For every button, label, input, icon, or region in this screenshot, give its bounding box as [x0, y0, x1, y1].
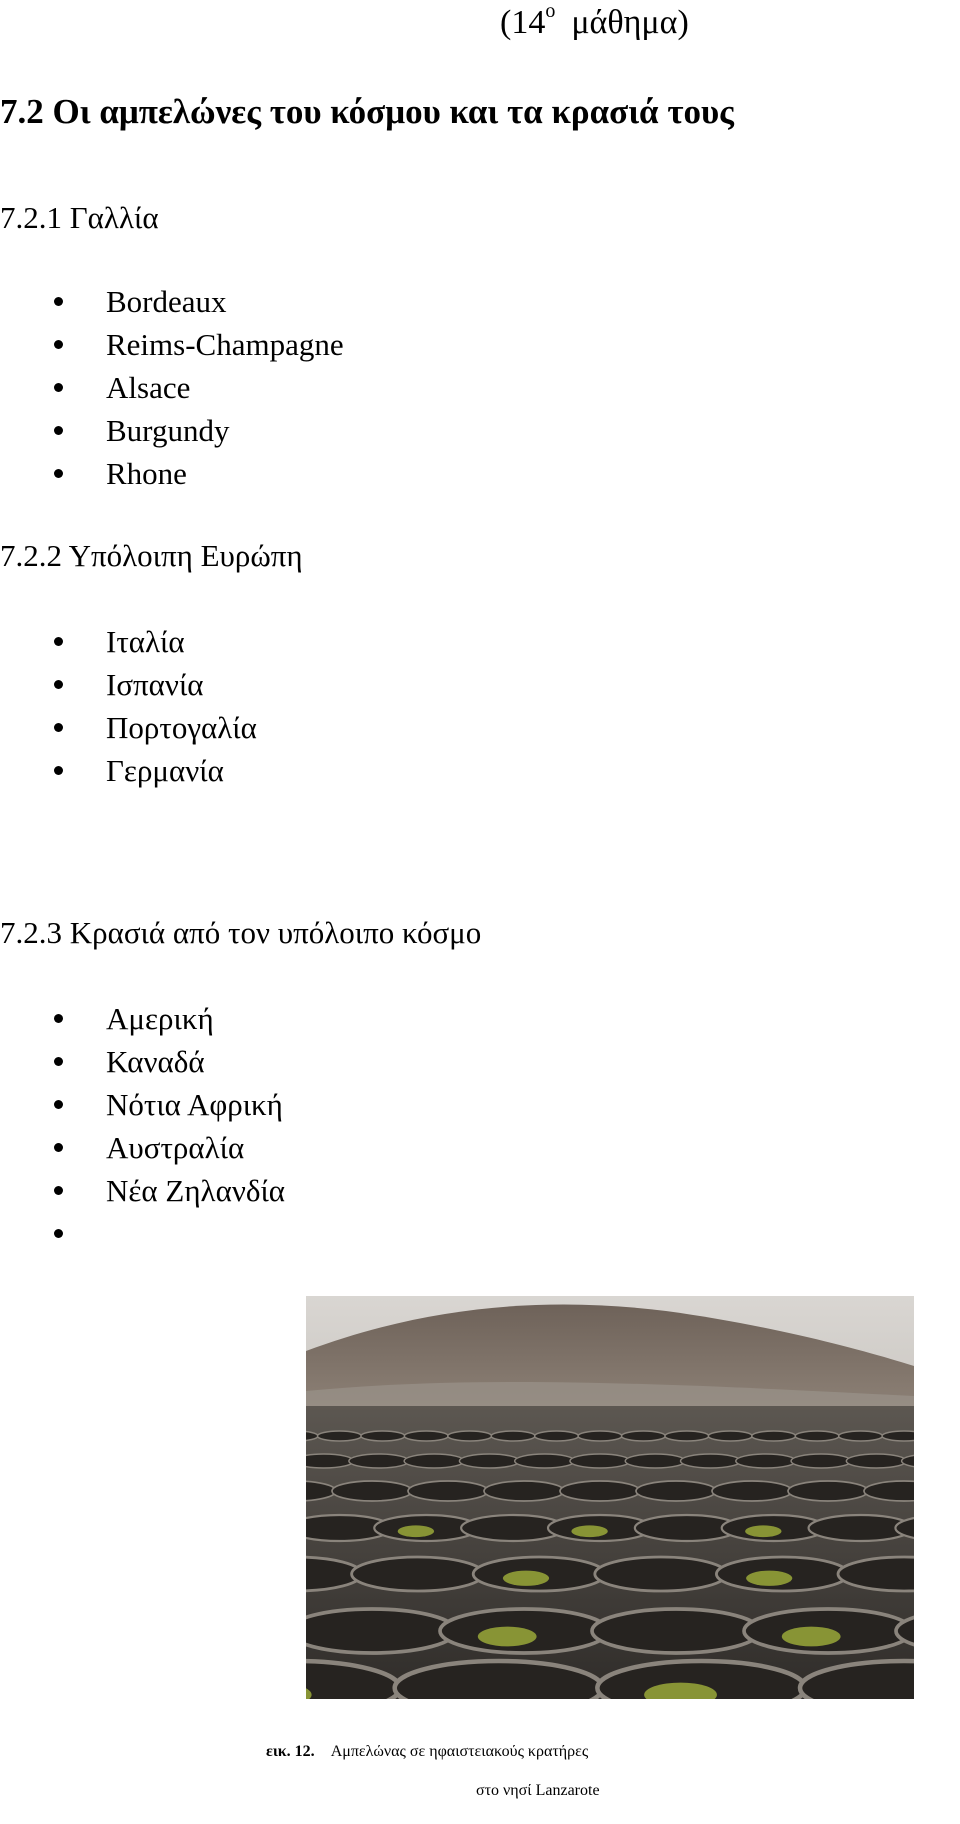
crater-wall [515, 1454, 575, 1468]
list-item [0, 1212, 285, 1255]
crater-wall [404, 1431, 448, 1441]
crater-wall [404, 1454, 464, 1468]
list-item: Reims-Champagne [0, 323, 344, 366]
crater-wall [560, 1481, 640, 1501]
bullet-icon [54, 383, 63, 392]
crater-wall [578, 1431, 622, 1441]
crater-wall [361, 1431, 405, 1441]
vine-plant [745, 1525, 781, 1537]
crater-wall [448, 1431, 492, 1441]
lesson-number: (14 [500, 4, 546, 41]
bullet-icon [54, 766, 63, 775]
crater-wall [736, 1454, 796, 1468]
list-europe [0, 620, 257, 792]
list-item: Ισπανία [0, 663, 257, 706]
bullet-icon [54, 1100, 63, 1109]
list-item: Νότια Αφρική [0, 1083, 285, 1126]
bullet-icon [54, 680, 63, 689]
bullet-icon [54, 1057, 63, 1066]
crater-wall [570, 1454, 630, 1468]
bullet-icon [54, 637, 63, 646]
crater-wall [625, 1454, 685, 1468]
figure-label: εικ. 12. [266, 1743, 315, 1760]
crater-wall [621, 1431, 665, 1441]
list-france [0, 280, 344, 495]
lesson-label [500, 0, 689, 42]
vineyard-photo-graphic [306, 1296, 914, 1699]
figure-caption [266, 1743, 588, 1761]
lesson-superscript: ο [545, 0, 556, 22]
list-item: Καναδά [0, 1040, 285, 1083]
list-item: Νέα Ζηλανδία [0, 1169, 285, 1212]
crater-wall [592, 1609, 760, 1653]
crater-wall [882, 1431, 914, 1441]
crater-wall [595, 1557, 727, 1591]
crater-wall [791, 1454, 851, 1468]
figure-caption-line2: στο νησί Lanzarote [476, 1782, 600, 1799]
crater-wall [839, 1431, 883, 1441]
crater-wall [395, 1661, 603, 1699]
list-item: Ιταλία [0, 620, 257, 663]
bullet-icon [54, 1229, 63, 1238]
list-item: Πορτογαλία [0, 706, 257, 749]
bullet-icon [54, 723, 63, 732]
bullet-icon [54, 340, 63, 349]
crater-wall [408, 1481, 488, 1501]
page-title: 7.2 Οι αμπελώνες του κόσμου και τα κρασιά τους [0, 92, 734, 131]
bullet-icon [54, 297, 63, 306]
crater-wall [665, 1431, 709, 1441]
crater-wall [788, 1481, 868, 1501]
crater-wall [352, 1557, 484, 1591]
list-item: Alsace [0, 366, 344, 409]
crater-wall [636, 1481, 716, 1501]
list-item: Burgundy [0, 409, 344, 452]
crater-wall [681, 1454, 741, 1468]
vineyard-photo [306, 1296, 914, 1699]
vine-plant [782, 1627, 841, 1647]
crater-wall [846, 1454, 906, 1468]
bullet-icon [54, 469, 63, 478]
crater-wall [317, 1431, 361, 1441]
list-item: Αυστραλία [0, 1126, 285, 1169]
crater-wall [306, 1609, 456, 1653]
crater-wall [459, 1454, 519, 1468]
section-title-europe: 7.2.2 Υπόλοιπη Ευρώπη [0, 538, 303, 573]
vine-plant [571, 1525, 607, 1537]
crater-wall [349, 1454, 409, 1468]
crater-wall [795, 1431, 839, 1441]
crater-wall [332, 1481, 412, 1501]
vine-plant [503, 1571, 549, 1586]
list-item: Rhone [0, 452, 344, 495]
lesson-word: μάθημα) [571, 4, 689, 41]
crater-wall [491, 1431, 535, 1441]
list-item: Γερμανία [0, 749, 257, 792]
crater-wall [306, 1454, 354, 1468]
list-item: Αμερική [0, 997, 285, 1040]
crater-wall [484, 1481, 564, 1501]
crater-wall [708, 1431, 752, 1441]
vine-plant [746, 1571, 792, 1586]
list-world [0, 997, 285, 1255]
figure-caption-line1: Αμπελώνας σε ηφαιστειακούς κρατήρες [330, 1743, 589, 1760]
bullet-icon [54, 1186, 63, 1195]
bullet-icon [54, 1143, 63, 1152]
bullet-icon [54, 1014, 63, 1023]
vine-plant [398, 1525, 434, 1537]
bullet-icon [54, 426, 63, 435]
section-title-france: 7.2.1 Γαλλία [0, 200, 159, 235]
section-title-world: 7.2.3 Κρασιά από τον υπόλοιπο κόσμο [0, 915, 482, 950]
crater-wall [712, 1481, 792, 1501]
list-item: Bordeaux [0, 280, 344, 323]
vine-plant [478, 1627, 537, 1647]
crater-wall [752, 1431, 796, 1441]
crater-wall [535, 1431, 579, 1441]
